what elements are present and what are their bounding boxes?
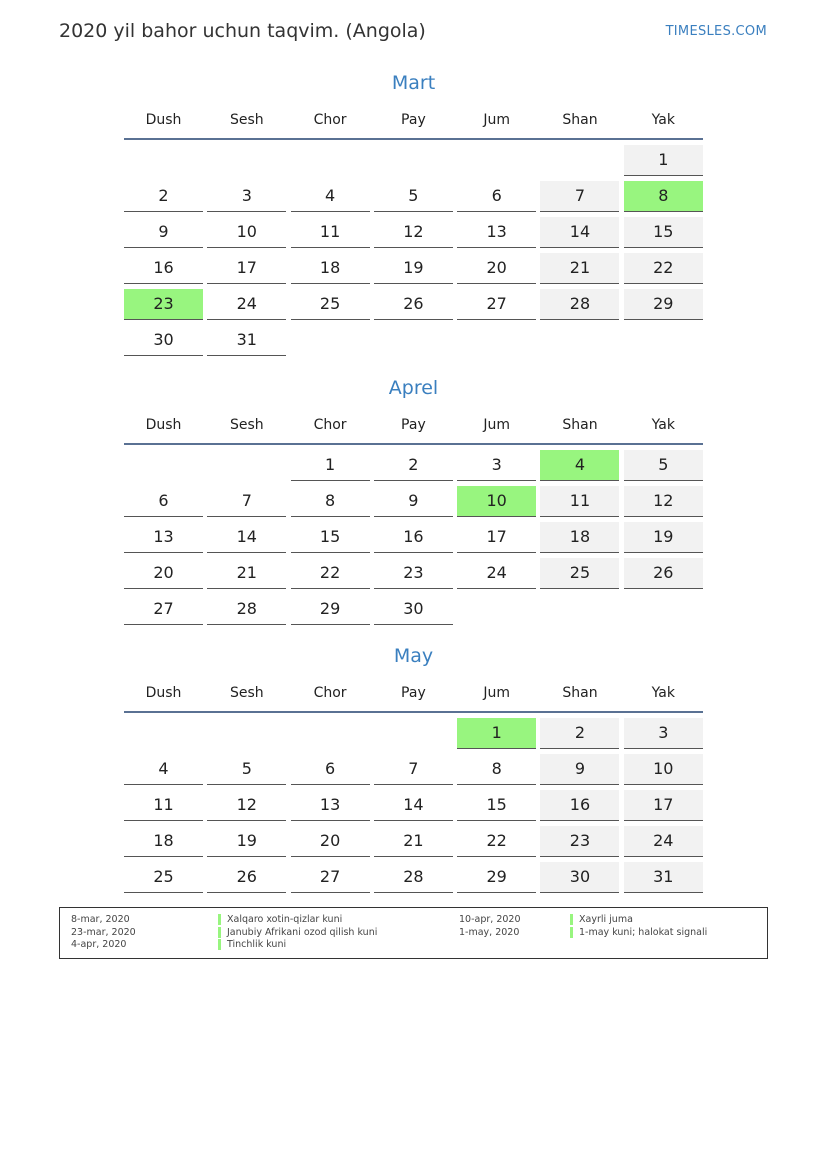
day-grid [124, 450, 703, 625]
day-cell: 19 [374, 253, 453, 284]
day-cell: 22 [457, 826, 536, 857]
weekday-label: Jum [483, 685, 510, 701]
day-cell: 26 [624, 558, 703, 589]
day-grid [124, 718, 703, 893]
day-cell: 5 [374, 181, 453, 212]
weekday-label: Chor [313, 417, 347, 433]
day-cell: 15 [457, 790, 536, 821]
day-cell: 30 [124, 325, 203, 356]
empty-cell [124, 718, 203, 748]
legend-left-dates [71, 914, 136, 952]
day-cell: 9 [374, 486, 453, 517]
day-cell: 17 [624, 790, 703, 821]
weekday-header [124, 407, 703, 445]
empty-cell [291, 718, 370, 748]
day-cell: 2 [374, 450, 453, 481]
holiday-day-cell: 1 [457, 718, 536, 749]
day-cell: 26 [374, 289, 453, 320]
day-cell: 23 [374, 558, 453, 589]
weekday-label: Shan [562, 112, 598, 128]
month-march [124, 68, 703, 356]
day-cell: 13 [124, 522, 203, 553]
day-cell: 22 [291, 558, 370, 589]
day-cell: 7 [540, 181, 619, 212]
weekday-label: Chor [313, 685, 347, 701]
day-cell: 19 [624, 522, 703, 553]
day-cell: 24 [207, 289, 286, 320]
legend-date: 8-mar, 2020 [71, 914, 130, 925]
day-cell: 17 [457, 522, 536, 553]
day-cell: 25 [291, 289, 370, 320]
day-cell: 5 [624, 450, 703, 481]
weekday-label: Sesh [229, 417, 264, 433]
legend-date: 10-apr, 2020 [459, 914, 521, 925]
day-cell: 28 [374, 862, 453, 893]
day-cell: 25 [124, 862, 203, 893]
day-cell: 15 [291, 522, 370, 553]
day-cell: 13 [457, 217, 536, 248]
empty-cell [374, 718, 453, 748]
weekday-label: Dush [145, 685, 182, 701]
day-cell: 30 [374, 594, 453, 625]
day-cell: 21 [540, 253, 619, 284]
holiday-day-cell: 10 [457, 486, 536, 517]
weekday-label: Shan [562, 685, 598, 701]
empty-cell [291, 145, 370, 175]
weekday-label: Yak [651, 112, 675, 128]
legend-holiday-name: Xalqaro xotin-qizlar kuni [218, 914, 342, 925]
day-cell: 27 [457, 289, 536, 320]
legend-date: 4-apr, 2020 [71, 939, 127, 950]
day-cell: 13 [291, 790, 370, 821]
day-cell: 17 [207, 253, 286, 284]
day-cell: 9 [540, 754, 619, 785]
day-cell: 12 [207, 790, 286, 821]
legend-holiday-name: Janubiy Afrikani ozod qilish kuni [218, 927, 377, 938]
day-cell: 7 [207, 486, 286, 517]
day-cell: 14 [374, 790, 453, 821]
day-cell: 2 [540, 718, 619, 749]
weekday-label: Pay [401, 112, 426, 128]
day-cell: 21 [374, 826, 453, 857]
day-cell: 27 [291, 862, 370, 893]
day-cell: 16 [374, 522, 453, 553]
weekday-label: Dush [145, 417, 182, 433]
day-grid [124, 145, 703, 356]
day-cell: 10 [624, 754, 703, 785]
day-cell: 29 [457, 862, 536, 893]
weekday-header [124, 675, 703, 713]
day-cell: 4 [124, 754, 203, 785]
day-cell: 1 [624, 145, 703, 176]
weekday-label: Shan [562, 417, 598, 433]
month-april [124, 373, 703, 625]
day-cell: 11 [291, 217, 370, 248]
weekday-label: Sesh [229, 112, 264, 128]
day-cell: 28 [540, 289, 619, 320]
legend-holiday-name: Tinchlik kuni [218, 939, 286, 950]
day-cell: 29 [291, 594, 370, 625]
day-cell: 6 [457, 181, 536, 212]
day-cell: 31 [207, 325, 286, 356]
day-cell: 18 [291, 253, 370, 284]
month-title: Mart [391, 72, 436, 94]
empty-cell [207, 718, 286, 748]
weekday-label: Chor [313, 112, 347, 128]
day-cell: 6 [124, 486, 203, 517]
page-title: 2020 yil bahor uchun taqvim. (Angola) [59, 20, 426, 42]
day-cell: 10 [207, 217, 286, 248]
day-cell: 8 [457, 754, 536, 785]
day-cell: 20 [124, 558, 203, 589]
holiday-day-cell: 23 [124, 289, 203, 320]
legend-holiday-name: 1-may kuni; halokat signali [570, 927, 707, 938]
month-title: May [393, 645, 434, 667]
empty-cell [124, 450, 203, 480]
day-cell: 6 [291, 754, 370, 785]
legend-right-dates [459, 914, 521, 939]
empty-cell [207, 450, 286, 480]
day-cell: 9 [124, 217, 203, 248]
holiday-day-cell: 4 [540, 450, 619, 481]
brand-link[interactable]: TIMESLES.COM [665, 24, 767, 39]
month-may [124, 641, 703, 893]
legend-right-names [570, 914, 707, 939]
holiday-day-cell: 8 [624, 181, 703, 212]
weekday-header [124, 102, 703, 140]
day-cell: 18 [124, 826, 203, 857]
day-cell: 20 [457, 253, 536, 284]
day-cell: 31 [624, 862, 703, 893]
day-cell: 30 [540, 862, 619, 893]
weekday-label: Jum [483, 417, 510, 433]
day-cell: 24 [624, 826, 703, 857]
legend-left-names [218, 914, 377, 952]
day-cell: 1 [291, 450, 370, 481]
day-cell: 23 [540, 826, 619, 857]
day-cell: 5 [207, 754, 286, 785]
day-cell: 12 [624, 486, 703, 517]
day-cell: 12 [374, 217, 453, 248]
legend-holiday-name: Xayrli juma [570, 914, 633, 925]
day-cell: 20 [291, 826, 370, 857]
day-cell: 28 [207, 594, 286, 625]
day-cell: 15 [624, 217, 703, 248]
holiday-legend [59, 907, 768, 959]
day-cell: 21 [207, 558, 286, 589]
day-cell: 14 [207, 522, 286, 553]
weekday-label: Dush [145, 112, 182, 128]
weekday-label: Jum [483, 112, 510, 128]
weekday-label: Pay [401, 685, 426, 701]
weekday-label: Sesh [229, 685, 264, 701]
day-cell: 25 [540, 558, 619, 589]
day-cell: 4 [291, 181, 370, 212]
day-cell: 3 [457, 450, 536, 481]
weekday-label: Pay [401, 417, 426, 433]
day-cell: 16 [540, 790, 619, 821]
day-cell: 11 [540, 486, 619, 517]
weekday-label: Yak [651, 685, 675, 701]
empty-cell [457, 145, 536, 175]
day-cell: 22 [624, 253, 703, 284]
day-cell: 3 [207, 181, 286, 212]
day-cell: 27 [124, 594, 203, 625]
empty-cell [207, 145, 286, 175]
weekday-label: Yak [651, 417, 675, 433]
legend-date: 1-may, 2020 [459, 926, 520, 938]
month-title: Aprel [388, 377, 439, 399]
legend-date: 23-mar, 2020 [71, 926, 136, 938]
day-cell: 11 [124, 790, 203, 821]
day-cell: 18 [540, 522, 619, 553]
day-cell: 29 [624, 289, 703, 320]
empty-cell [540, 145, 619, 175]
day-cell: 26 [207, 862, 286, 893]
day-cell: 14 [540, 217, 619, 248]
empty-cell [124, 145, 203, 175]
day-cell: 3 [624, 718, 703, 749]
empty-cell [374, 145, 453, 175]
day-cell: 8 [291, 486, 370, 517]
day-cell: 24 [457, 558, 536, 589]
day-cell: 7 [374, 754, 453, 785]
day-cell: 2 [124, 181, 203, 212]
day-cell: 16 [124, 253, 203, 284]
day-cell: 19 [207, 826, 286, 857]
